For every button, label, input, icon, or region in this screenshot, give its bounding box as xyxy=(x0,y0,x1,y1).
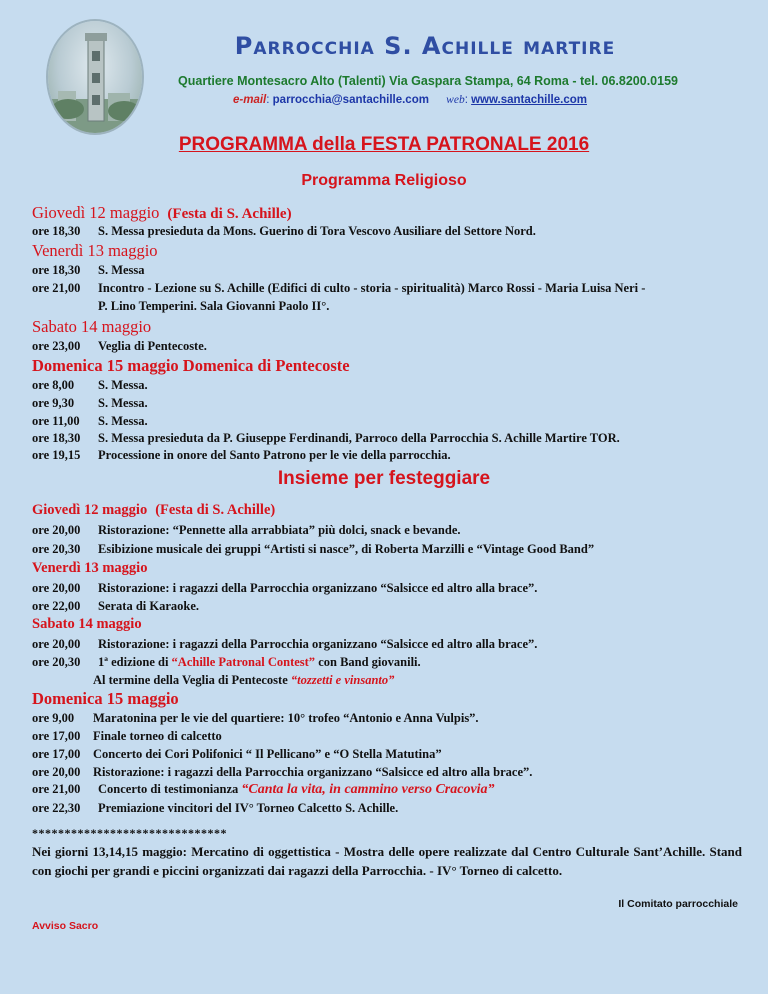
time: ore 20,00 xyxy=(32,523,81,537)
day-label: Giovedì 12 maggio xyxy=(32,203,160,222)
fest-thu-heading xyxy=(32,502,275,519)
list-item xyxy=(32,224,752,239)
time: ore 21,00 xyxy=(32,782,81,796)
fest-sun-heading: Domenica 15 maggio xyxy=(32,689,179,708)
description: Ristorazione: i ragazzi della Parrocchia organizzano “Salsicce ed altro alla brace”. xyxy=(98,581,538,595)
description: Ristorazione: i ragazzi della Parrocchia organizzano “Salsicce ed altro alla brace”. xyxy=(93,765,533,779)
main-title: PROGRAMMA della FESTA PATRONALE 2016 xyxy=(178,134,590,155)
description: P. Lino Temperini. Sala Giovanni Paolo II°. xyxy=(98,299,330,313)
description-end: con Band giovanili. xyxy=(315,655,421,669)
tozzetti-note: “tozzetti e vinsanto” xyxy=(290,673,395,687)
time: ore 11,00 xyxy=(32,414,80,428)
list-item xyxy=(32,523,752,538)
time: ore 20,30 xyxy=(32,655,81,669)
description: S. Messa. xyxy=(98,396,148,410)
list-item xyxy=(32,581,752,596)
list-item xyxy=(32,299,752,314)
time: ore 9,30 xyxy=(32,396,75,410)
time: ore 22,30 xyxy=(32,801,81,815)
list-item xyxy=(32,711,752,726)
time: ore 17,00 xyxy=(32,747,81,761)
day-label: Giovedì 12 maggio xyxy=(32,502,148,518)
time: ore 20,30 xyxy=(32,542,81,556)
description: Serata di Karaoke. xyxy=(98,599,200,613)
list-item xyxy=(32,263,752,278)
web-link[interactable]: www.santachille.com xyxy=(471,94,587,106)
avviso-sacro: Avviso Sacro xyxy=(32,920,99,932)
description: Ristorazione: i ragazzi della Parrocchia organizzano “Salsicce ed altro alla brace”. xyxy=(98,637,538,651)
time: ore 18,30 xyxy=(32,431,81,445)
web-label: web xyxy=(446,94,465,106)
time: ore 18,30 xyxy=(32,224,81,238)
church-logo xyxy=(48,21,142,133)
time: ore 9,00 xyxy=(32,711,75,725)
list-item xyxy=(32,747,752,762)
time: ore 23,00 xyxy=(32,339,81,353)
contest-name: “Achille Patronal Contest” xyxy=(171,655,316,669)
list-item xyxy=(32,281,752,296)
description: S. Messa xyxy=(98,263,145,277)
time: ore 22,00 xyxy=(32,599,81,613)
separator-stars: ****************************** xyxy=(32,826,227,840)
festive-title: Insieme per festeggiare xyxy=(277,468,491,489)
description: Concerto di testimonianza xyxy=(98,782,242,796)
description: Processione in onore del Santo Patrono per le vie della parrocchia. xyxy=(98,448,451,462)
parish-contacts: e-mail: parrocchia@santachille.com web: www.santachille.com xyxy=(233,94,587,106)
time: ore 20,00 xyxy=(32,581,81,595)
list-item xyxy=(32,414,752,429)
list-item xyxy=(32,765,752,780)
fest-sat-heading: Sabato 14 maggio xyxy=(32,616,142,632)
day-note: (Festa di S. Achille) xyxy=(155,502,276,518)
description: 1ª edizione di xyxy=(98,655,172,669)
list-item xyxy=(32,637,752,652)
email-label: e-mail xyxy=(233,94,267,106)
description: Concerto dei Cori Polifonici “ Il Pellicano” e “O Stella Matutina” xyxy=(93,747,442,761)
list-item xyxy=(32,673,752,688)
religious-title: Programma Religioso xyxy=(301,172,467,189)
description: Veglia di Pentecoste. xyxy=(98,339,207,353)
signature: Il Comitato parrocchiale xyxy=(618,898,738,910)
description: S. Messa presieduta da Mons. Guerino di Tora Vescovo Ausiliare del Settore Nord. xyxy=(98,224,536,238)
description: Esibizione musicale dei gruppi “Artisti si nasce”, di Roberta Marzilli e “Vintage Good Band” xyxy=(98,542,595,556)
day-note: (Festa di S. Achille) xyxy=(167,206,292,222)
time: ore 8,00 xyxy=(32,378,75,392)
time: ore 20,00 xyxy=(32,765,81,779)
list-item xyxy=(32,729,752,744)
time: ore 20,00 xyxy=(32,637,81,651)
rel-thu-heading xyxy=(32,203,292,223)
email-link[interactable]: parrocchia@santachille.com xyxy=(272,94,429,106)
list-item xyxy=(32,396,752,411)
rel-fri-heading: Venerdì 13 maggio xyxy=(32,241,158,260)
rel-sun-heading: Domenica 15 maggio Domenica di Pentecoste xyxy=(32,356,350,375)
description: Incontro - Lezione su S. Achille (Edifici di culto - storia - spiritualità) Marco Rossi - Maria Luisa Neri - xyxy=(98,281,646,295)
description: Premiazione vincitori del IV° Torneo Calcetto S. Achille. xyxy=(98,801,399,815)
time: ore 21,00 xyxy=(32,281,81,295)
list-item xyxy=(32,782,752,798)
final-note: Nei giorni 13,14,15 maggio: Mercatino di oggettistica - Mostra delle opere realizzate dal Centro Culturale Sant’Achille. Stand con giochi per grandi e piccini organizzati dai ragazzi della Parrocchia. - IV° Torneo di calcetto. xyxy=(32,844,742,878)
list-item xyxy=(32,542,752,557)
time: ore 18,30 xyxy=(32,263,81,277)
description: S. Messa. xyxy=(98,414,148,428)
parish-title: Parrocchia S. Achille martire xyxy=(234,32,616,60)
concert-title: “Canta la vita, in cammino verso Cracovia” xyxy=(241,782,495,797)
list-item xyxy=(32,801,752,816)
description: Ristorazione: “Pennette alla arrabbiata” più dolci, snack e bevande. xyxy=(98,523,461,537)
time: ore 17,00 xyxy=(32,729,81,743)
rel-sat-heading: Sabato 14 maggio xyxy=(32,317,152,336)
description: Finale torneo di calcetto xyxy=(93,729,222,743)
description: Al termine della Veglia di Pentecoste xyxy=(93,673,291,687)
parish-address: Quartiere Montesacro Alto (Talenti) Via Gaspara Stampa, 64 Roma - tel. 06.8200.0159 xyxy=(178,74,678,88)
time: ore 19,15 xyxy=(32,448,81,462)
fest-fri-heading: Venerdì 13 maggio xyxy=(32,560,148,576)
description: Maratonina per le vie del quartiere: 10° trofeo “Antonio e Anna Vulpis”. xyxy=(93,711,479,725)
list-item xyxy=(32,448,752,463)
list-item xyxy=(32,431,752,446)
list-item xyxy=(32,378,752,393)
list-item xyxy=(32,339,752,354)
description: S. Messa presieduta da P. Giuseppe Ferdinandi, Parroco della Parrocchia S. Achille Martire TOR. xyxy=(98,431,620,445)
description: S. Messa. xyxy=(98,378,148,392)
list-item xyxy=(32,655,752,670)
list-item xyxy=(32,599,752,614)
